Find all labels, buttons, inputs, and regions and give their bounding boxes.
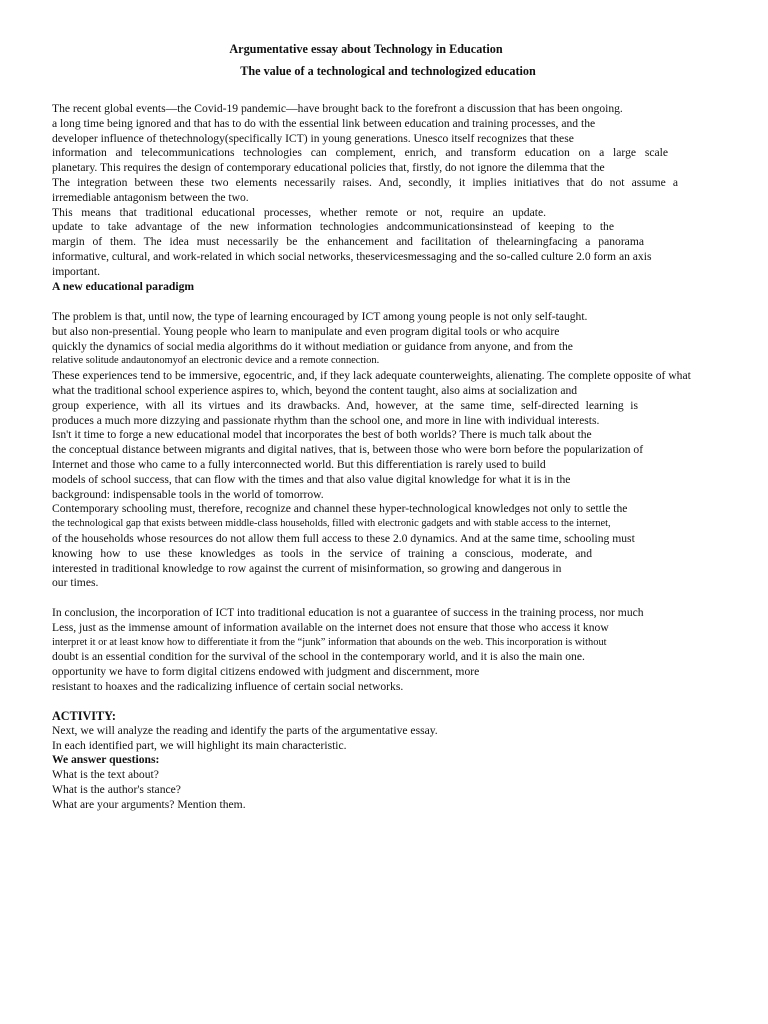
text-line: This means that traditional educational processes, whether remote or not, require an update. xyxy=(52,205,546,219)
text-line: resistant to hoaxes and the radicalizing influence of certain social networks. xyxy=(52,679,404,693)
questions-title: We answer questions: xyxy=(52,753,160,767)
text-line: doubt is an essential condition for the survival of the school in the contemporary world, and it is also the main one. xyxy=(52,650,585,664)
text-line: margin of them. The idea must necessarily be the enhancement and facilitation of thelearningfacing a panorama xyxy=(52,235,644,249)
text-line: Less, just as the immense amount of information available on the internet does not ensure that those who access it know xyxy=(52,620,609,634)
conclusion-paragraph xyxy=(52,606,718,695)
text-line: produces a much more dizzying and passionate rhythm than the school one, and more in line with individual interests. xyxy=(52,413,600,427)
activity-line: Next, we will analyze the reading and identify the parts of the argumentative essay. xyxy=(52,723,438,737)
text-line: relative solitude andautonomyof an electronic device and a remote connection. xyxy=(52,355,380,367)
text-line: what the traditional school experience aspires to, which, beyond the content taught, also aims at socialization and xyxy=(52,383,578,397)
question-item: What are your arguments? Mention them. xyxy=(52,797,246,811)
activity-title: ACTIVITY: xyxy=(52,709,116,723)
question-item: What is the author's stance? xyxy=(52,782,181,796)
text-line: Internet and those who came to a fully interconnected world. But this differentiation is rarely used to build xyxy=(52,457,546,471)
question-item: What is the text about? xyxy=(52,768,159,782)
text-line: The integration between these two elements necessarily raises. And, secondly, it implies initiatives that do not assume a xyxy=(52,175,678,189)
text-line: knowing how to use these knowledges as tools in the service of training a conscious, moderate, and xyxy=(52,546,592,560)
text-line: the technological gap that exists between middle-class households, filled with electronic gadgets and with stable access to the internet, xyxy=(52,518,611,530)
activity-line: In each identified part, we will highlight its main characteristic. xyxy=(52,738,347,752)
text-line: The recent global events—the Covid-19 pandemic—have brought back to the forefront a discussion that has been ongoing. xyxy=(52,102,623,115)
text-line: Isn't it time to forge a new educational model that incorporates the best of both worlds? There is much talk about the xyxy=(52,428,592,442)
text-line: opportunity we have to form digital citizens endowed with judgment and discernment, more xyxy=(52,665,480,679)
text-line: background: indispensable tools in the world of tomorrow. xyxy=(52,487,324,501)
activity-section xyxy=(52,709,718,813)
text-line: interested in traditional knowledge to row against the current of misinformation, so growing and dangerous in xyxy=(52,561,562,575)
text-line: the conceptual distance between migrants and digital natives, that is, between those who were born before the popularization of xyxy=(52,443,644,457)
text-line: Contemporary schooling must, therefore, recognize and channel these hyper-technological knowledges not only to settle the xyxy=(52,502,628,516)
section-paragraph xyxy=(52,310,718,591)
text-line: important. xyxy=(52,264,100,278)
text-line: update to take advantage of the new information technologies andcommunicationsinstead of keeping to the xyxy=(52,220,614,234)
text-line: but also non-presential. Young people who learn to manipulate and even program digital tools or who acquire xyxy=(52,324,560,338)
text-line: a long time being ignored and that has to do with the essential link between education and training processes, and the xyxy=(52,116,596,130)
text-line: In conclusion, the incorporation of ICT into traditional education is not a guarantee of success in the training process, nor much xyxy=(52,606,644,619)
text-line: of the households whose resources do not allow them full access to these 2.0 dynamics. And at the same time, schooling must xyxy=(52,531,635,545)
text-line: group experience, with all its virtues and its drawbacks. And, however, at the same time, self-directed learning is xyxy=(52,398,638,412)
document-subtitle: The value of a technological and technologized education xyxy=(240,64,536,78)
text-line: These experiences tend to be immersive, egocentric, and, if they lack adequate counterweights, alienating. The complete opposite of what xyxy=(52,369,691,383)
text-line: irremediable antagonism between the two. xyxy=(52,190,249,204)
text-line: our times. xyxy=(52,576,99,590)
text-line: developer influence of thetechnology(specifically ICT) in young generations. Unesco itself recognizes that these xyxy=(52,131,574,145)
text-line: planetary. This requires the design of contemporary educational policies that, firstly, do not ignore the dilemma that the xyxy=(52,161,605,175)
text-line: quickly the dynamics of social media algorithms do it without mediation or guidance from anyone, and from the xyxy=(52,339,573,353)
text-line: The problem is that, until now, the type of learning encouraged by ICT among young people is not only self-taught. xyxy=(52,310,588,323)
text-line: informative, cultural, and work-related in which social networks, theservicesmessaging and the so-called culture 2.0 form an axis xyxy=(52,249,652,263)
section-heading: A new educational paradigm xyxy=(52,279,195,293)
text-line: information and telecommunications technologies can complement, enrich, and transform education on a large scale xyxy=(52,146,668,160)
document-title: Argumentative essay about Technology in Education xyxy=(229,42,503,56)
text-line: models of school success, that can flow with the times and that also value digital knowledge for what it is in the xyxy=(52,472,571,486)
text-line: interpret it or at least know how to differentiate it from the “junk” information that abounds on the web. This incorporation is without xyxy=(52,636,607,648)
intro-paragraph xyxy=(52,102,718,294)
